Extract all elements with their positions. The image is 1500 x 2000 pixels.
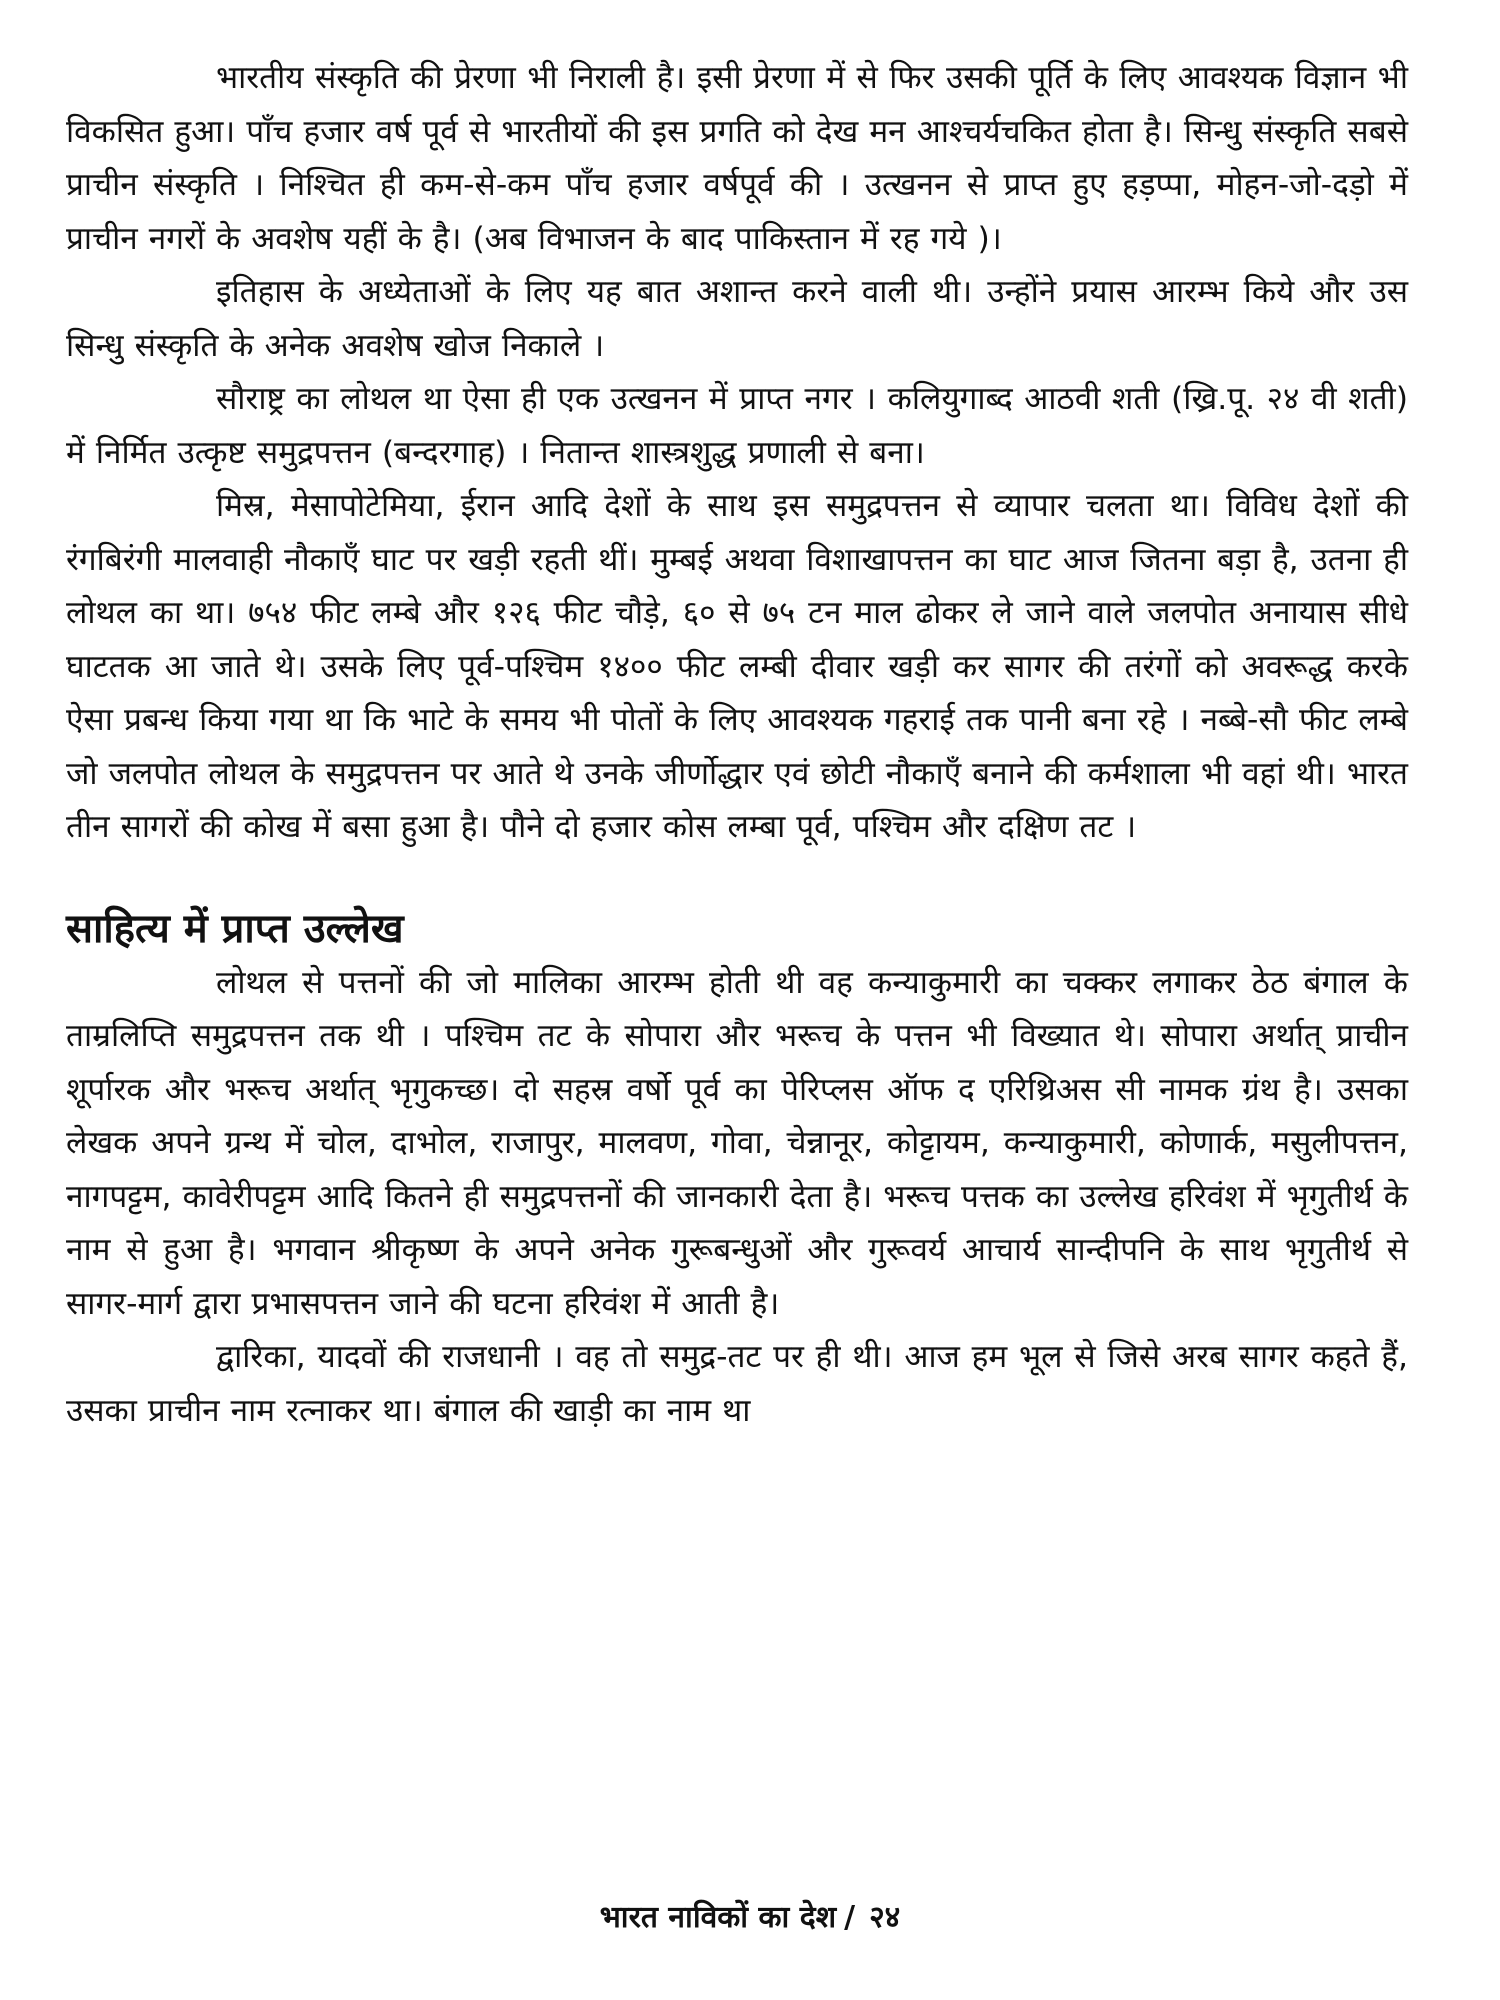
paragraph: मिस्र, मेसापोटेमिया, ईरान आदि देशों के साथ इस समुद्रपत्तन से व्यापार चलता था। विविध देशों की रंगबिरंगी मालवाही नौकाएँ घाट पर खड़ी रहती थीं। मुम्बई अथवा विशाखापत्तन का घाट आज जितना बड़ा है, उतना ही लोथल का था। ७५४ फीट लम्बे और १२६ फीट चौड़े, ६० से ७५ टन माल ढोकर ले जाने वाले जलपोत अनायास सीधे घाटतक आ जाते थे। उसके लिए पूर्व-पश्चिम १४०० फीट लम्बी दीवार खड़ी कर सागर की तरंगों को अवरूद्ध करके ऐसा प्रबन्ध किया गया था कि भाटे के समय भी पोतों के लिए आवश्यक गहराई तक पानी बना रहे । नब्बे-सौ फीट लम्बे जो जलपोत लोथल के समुद्रपत्तन पर आते थे उनके जीर्णोद्धार एवं छोटी नौकाएँ बनाने की कर्मशाला भी वहां थी। भारत तीन सागरों की कोख में बसा हुआ है। पौने दो हजार कोस लम्बा पूर्व, पश्चिम और दक्षिण तट । [66,488,1408,845]
paragraph: भारतीय संस्कृति की प्रेरणा भी निराली है। इसी प्रेरणा में से फिर उसकी पूर्ति के लिए आवश्यक विज्ञान भी विकसित हुआ। पाँच हजार वर्ष पूर्व से भारतीयों की इस प्रगति को देख मन आश्चर्यचकित होता है। सिन्धु संस्कृति सबसे प्राचीन संस्कृति । निश्चित ही कम-से-कम पाँच हजार वर्षपूर्व की । उत्खनन से प्राप्त हुए हड़प्पा, मोहन-जो-दड़ो में प्राचीन नगरों के अवशेष यहीं के है। (अब विभाजन के बाद पाकिस्तान में रह गये )। [66,60,1408,257]
paragraph: इतिहास के अध्येताओं के लिए यह बात अशान्त करने वाली थी। उन्होंने प्रयास आरम्भ किये और उस सिन्धु संस्कृति के अनेक अवशेष खोज निकाले । [66,274,1408,364]
footer-separator: / [844,1900,856,1935]
section-heading: साहित्य में प्राप्त उल्लेख [66,905,404,952]
book-title: भारत नाविकों का देश [599,1900,837,1935]
paragraph: द्वारिका, यादवों की राजधानी । वह तो समुद्र-तट पर ही थी। आज हम भूल से जिसे अरब सागर कहते हैं, उसका प्राचीन नाम रत्नाकर था। बंगाल की खाड़ी का नाम था [66,1339,1408,1429]
paragraph: सौराष्ट्र का लोथल था ऐसा ही एक उत्खनन में प्राप्त नगर । कलियुगाब्द आठवी शती (ख्रि.पू. २४ वी शती) में निर्मित उत्कृष्ट समुद्रपत्तन (बन्दरगाह) । नितान्त शास्त्रशुद्ध प्रणाली से बना। [66,381,1408,471]
paragraph: लोथल से पत्तनों की जो मालिका आरम्भ होती थी वह कन्याकुमारी का चक्कर लगाकर ठेठ बंगाल के ताम्रलिप्ति समुद्रपत्तन तक थी । पश्चिम तट के सोपारा और भरूच के पत्तन भी विख्यात थे। सोपारा अर्थात् प्राचीन शूर्पारक और भरूच अर्थात् भृगुकच्छ। दो सहस्र वर्षो पूर्व का पेरिप्लस ऑफ द एरिथ्रिअस सी नामक ग्रंथ है। उसका लेखक अपने ग्रन्थ में चोल, दाभोल, राजापुर, मालवण, गोवा, चेन्नानूर, कोट्टायम, कन्याकुमारी, कोणार्क, मसुलीपत्तन, नागपट्टम, कावेरीपट्टम आदि कितने ही समुद्रपत्तनों की जानकारी देता है। भरूच पत्तक का उल्लेख हरिवंश में भृगुतीर्थ के नाम से हुआ है। भगवान श्रीकृष्ण के अपने अनेक गुरूबन्धुओं और गुरूवर्य आचार्य सान्दीपनि के साथ भृगुतीर्थ से सागर-मार्ग द्वारा प्रभासपत्तन जाने की घटना हरिवंश में आती है। [66,964,1408,1322]
document-page [66,52,1408,1438]
page-footer [0,1898,1500,1938]
page-number: २४ [869,1900,901,1935]
